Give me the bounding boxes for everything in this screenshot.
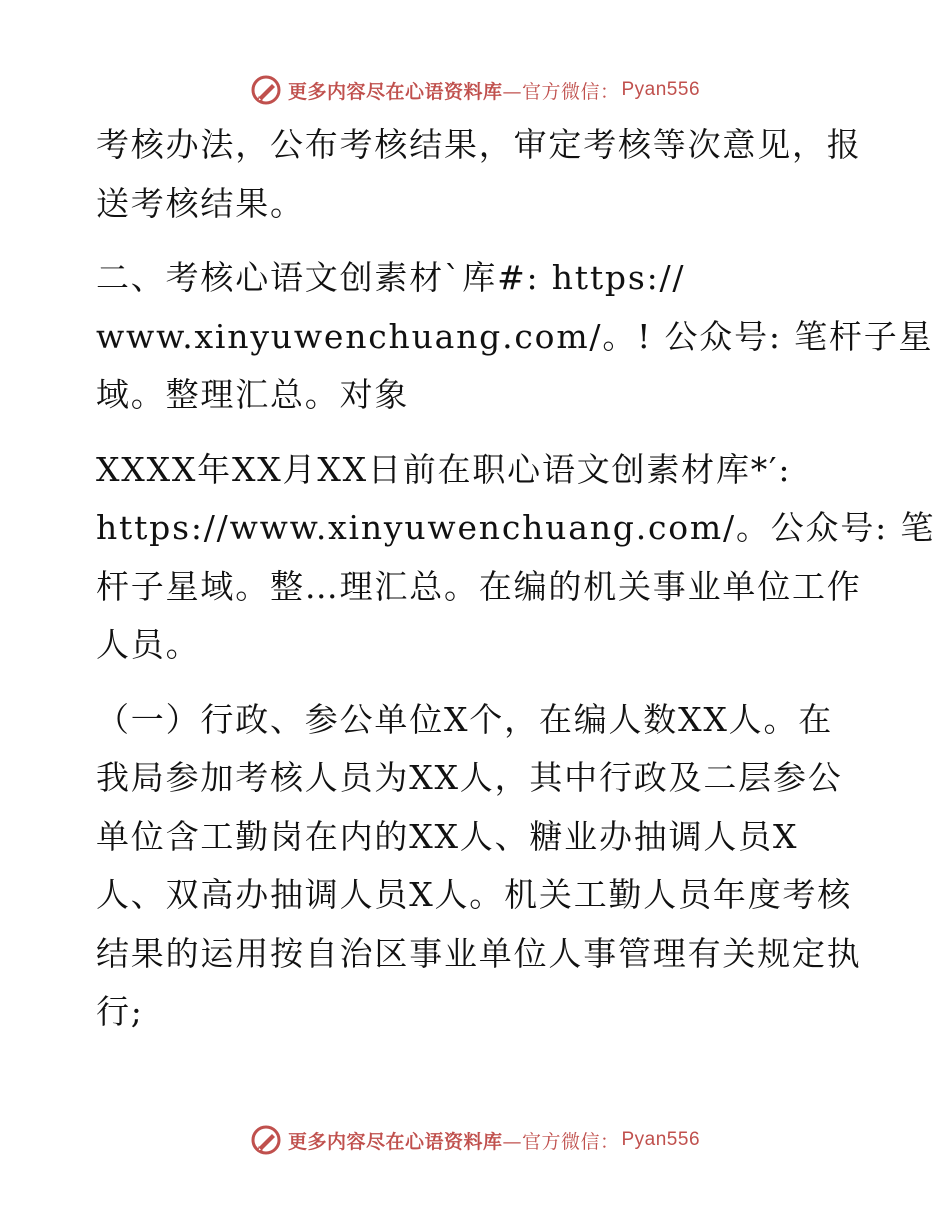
text-line: 二、考核心语文创素材`库#: https:// <box>96 258 686 297</box>
header-site-name: 更多内容尽在心语资料库 <box>287 80 503 103</box>
footer-site-name: 更多内容尽在心语资料库 <box>287 1130 503 1153</box>
header-wechat-id: Pyan556 <box>621 79 701 100</box>
text-line: 人员。 <box>96 625 201 664</box>
footer-wechat-label: —官方微信： <box>502 1130 620 1153</box>
paragraph-3 <box>96 441 936 675</box>
pen-logo-icon <box>250 74 282 106</box>
text-line: https://www.xinyuwenchuang.com/。公众号: 笔 <box>96 508 936 547</box>
text-line: （一）行政、参公单位X个，在编人数XX人。在 <box>96 699 834 739</box>
footer-watermark <box>0 1120 950 1160</box>
text-line: 我局参加考核人员为XX人，其中行政及二层参公 <box>96 758 843 797</box>
header-watermark <box>0 70 950 110</box>
pen-logo-icon <box>250 1124 282 1156</box>
document-body <box>96 116 936 1042</box>
text-line: 送考核结果。 <box>96 183 305 223</box>
text-line: 行; <box>96 992 144 1031</box>
text-line: XXXX年XX月XX日前在职心语文创素材库*′: <box>96 449 792 489</box>
paragraph-2 <box>96 249 934 425</box>
text-line: 人、双高办抽调人员X人。机关工勤人员年度考核 <box>96 875 853 914</box>
paragraph-4 <box>96 691 862 1042</box>
footer-wechat-id: Pyan556 <box>621 1129 701 1150</box>
header-wechat-label: —官方微信： <box>502 80 620 103</box>
text-line: 杆子星域。整…理汇总。在编的机关事业单位工作 <box>96 566 862 606</box>
text-line: www.xinyuwenchuang.com/。! 公众号: 笔杆子星 <box>96 316 934 356</box>
text-line: 域。整理汇总。对象 <box>96 375 410 414</box>
text-line: 考核办法，公布考核结果，审定考核等次意见，报 <box>96 125 862 164</box>
text-line: 结果的运用按自治区事业单位人事管理有关规定执 <box>96 933 862 973</box>
paragraph-1 <box>96 116 862 233</box>
text-line: 单位含工勤岗在内的XX人、糖业办抽调人员X <box>96 816 799 856</box>
